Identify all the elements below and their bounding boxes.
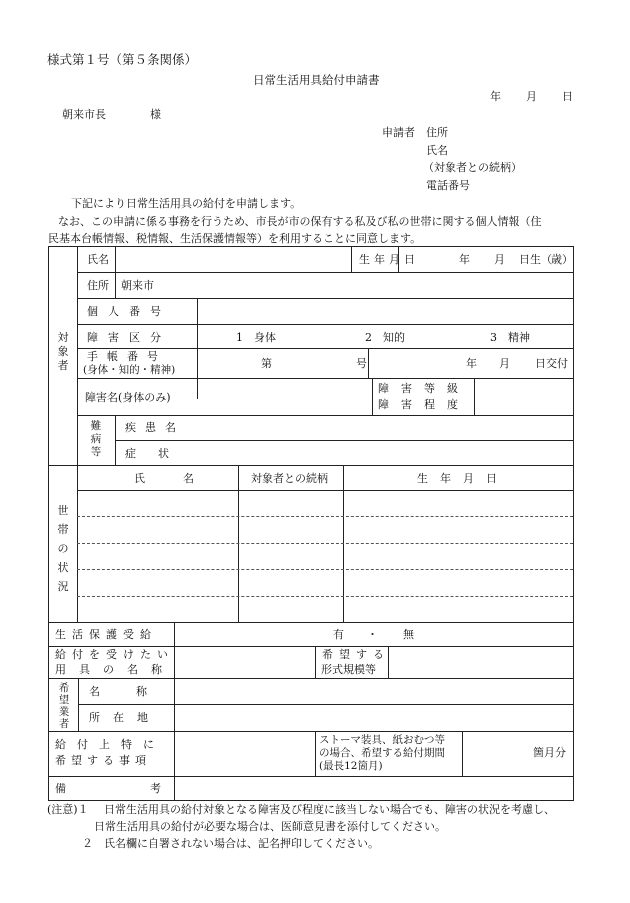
disability-grade-field[interactable] [476, 382, 571, 412]
disability-option-physical[interactable]: 1 身体 [236, 331, 276, 344]
symptom-field[interactable] [199, 444, 571, 462]
household-section-label: 世帯の状況 [57, 504, 69, 593]
special-note-1: ストーマ装具、紙おむつ等 [319, 734, 445, 746]
addressee: 朝来市長 [62, 108, 106, 121]
vendor-section-label: 希望業者 [58, 682, 70, 730]
subject-name-field[interactable] [117, 251, 349, 269]
welfare-label: 生活保護受給 [55, 628, 157, 641]
individual-number-label: 個人番号 [87, 305, 171, 318]
household-row-5[interactable] [79, 599, 236, 619]
note-1-line-1: 日常生活用具の給付対象となる障害及び程度に該当しない場合でも、障害の状況を考慮し、 [104, 803, 555, 816]
equipment-name-label-2: 用具の名称 [55, 663, 175, 676]
applicant-address-label: 住所 [426, 126, 448, 139]
subject-name-label: 氏名 [87, 253, 109, 266]
note-2-prefix: ２ [82, 837, 93, 850]
intractable-disease-label: 難病等 [90, 420, 102, 458]
date-year: 年 [490, 90, 501, 103]
vendor-name-label: 名称 [89, 685, 183, 698]
applicant-name-label: 氏名 [426, 144, 448, 157]
special-request-label-2: 希望する事項 [55, 754, 151, 767]
form-title: 日常生活用具給付申請書 [253, 73, 380, 87]
welfare-no[interactable]: 無 [403, 628, 414, 641]
household-row-4[interactable] [79, 572, 236, 592]
dob-age: 歳） [551, 253, 573, 266]
note-2-text: 氏名欄に自署されない場合は、記名押印してください。 [104, 837, 379, 850]
dob-year: 年 [459, 253, 470, 266]
special-request-label-1: 給付上特に [55, 738, 165, 751]
intro-line-3: 民基本台帳情報、税情報、生活保護情報等）を利用することに同意します。 [48, 232, 422, 245]
household-row-3[interactable] [79, 546, 236, 566]
disease-name-label: 疾患名 [125, 421, 185, 434]
household-row-2[interactable] [79, 519, 236, 539]
vendor-location-label: 所在地 [89, 711, 161, 724]
equipment-spec-label-1: 希望する [322, 648, 390, 661]
issue-month: 月 [499, 357, 510, 370]
household-row-1[interactable] [79, 493, 236, 513]
applicant-relation-label: （対象者との続柄） [423, 161, 522, 174]
equipment-spec-label-2: 形式規模等 [321, 663, 376, 676]
subject-section-label: 対象者 [57, 331, 69, 372]
issue-year: 年 [466, 357, 477, 370]
remarks-field[interactable] [176, 779, 571, 797]
special-note-3: (最長12箇月) [319, 760, 383, 772]
dob-day: 日生（ [519, 253, 552, 266]
handbook-number-sublabel: (身体・知的・精神) [83, 364, 176, 376]
welfare-separator: ・ [367, 628, 378, 641]
disability-name-label: 障害名(身体のみ) [85, 391, 171, 404]
intro-line-2: なお、この申請に係る事務を行うため、市長が市の保有する私及び私の世帯に関する個人情報（住 [58, 215, 542, 228]
disability-grade-label: 障害等級 [378, 382, 470, 395]
disability-option-mental[interactable]: 3 精神 [490, 331, 530, 344]
special-request-field[interactable] [176, 734, 313, 773]
handbook-dai: 第 [261, 357, 272, 370]
date-day: 日 [562, 90, 573, 103]
disability-name-field[interactable] [199, 382, 369, 412]
equipment-spec-field[interactable] [390, 650, 571, 675]
welfare-yes[interactable]: 有 [333, 628, 344, 641]
subject-address-label: 住所 [87, 279, 109, 292]
equipment-name-label-1: 給付を受けたい [55, 648, 174, 661]
vendor-location-field[interactable] [176, 707, 571, 727]
disability-degree-label: 障害程度 [378, 398, 470, 411]
disability-option-intellectual[interactable]: 2 知的 [365, 331, 405, 344]
addressee-honorific: 様 [150, 108, 161, 121]
intro-line-1: 下記により日常生活用具の給付を申請します。 [71, 197, 302, 210]
handbook-go: 号 [356, 357, 367, 370]
household-col-relation: 対象者との続柄 [251, 472, 328, 485]
symptom-label: 症状 [125, 447, 191, 460]
subject-dob-label: 生年月日 [359, 253, 419, 266]
special-note-2: の場合、希望する給付期間 [319, 747, 445, 759]
individual-number-field[interactable] [199, 302, 571, 320]
household-col-dob: 生年月日 [417, 472, 509, 485]
application-form-table [48, 246, 574, 801]
equipment-name-field[interactable] [176, 650, 313, 675]
date-month: 月 [526, 90, 537, 103]
note-1-prefix: (注意)１ [47, 803, 89, 816]
remarks-label: 備考 [55, 782, 245, 795]
dob-month: 月 [494, 253, 505, 266]
household-col-name: 氏名 [134, 472, 232, 485]
applicant-phone-label: 電話番号 [426, 179, 470, 192]
disability-category-label: 障害区分 [87, 331, 171, 344]
note-1-line-2: 日常生活用具の給付が必要な場合は、医師意見書を添付してください。 [94, 820, 446, 833]
form-number: 様式第１号（第５条関係） [47, 52, 198, 67]
subject-address-value: 朝来市 [121, 279, 154, 292]
vendor-name-field[interactable] [176, 681, 571, 701]
issue-day: 日交付 [535, 357, 568, 370]
disease-name-field[interactable] [199, 418, 571, 436]
handbook-number-label: 手帳番号 [87, 350, 167, 363]
special-months: 箇月分 [533, 746, 566, 759]
applicant-label: 申請者 [382, 126, 415, 139]
